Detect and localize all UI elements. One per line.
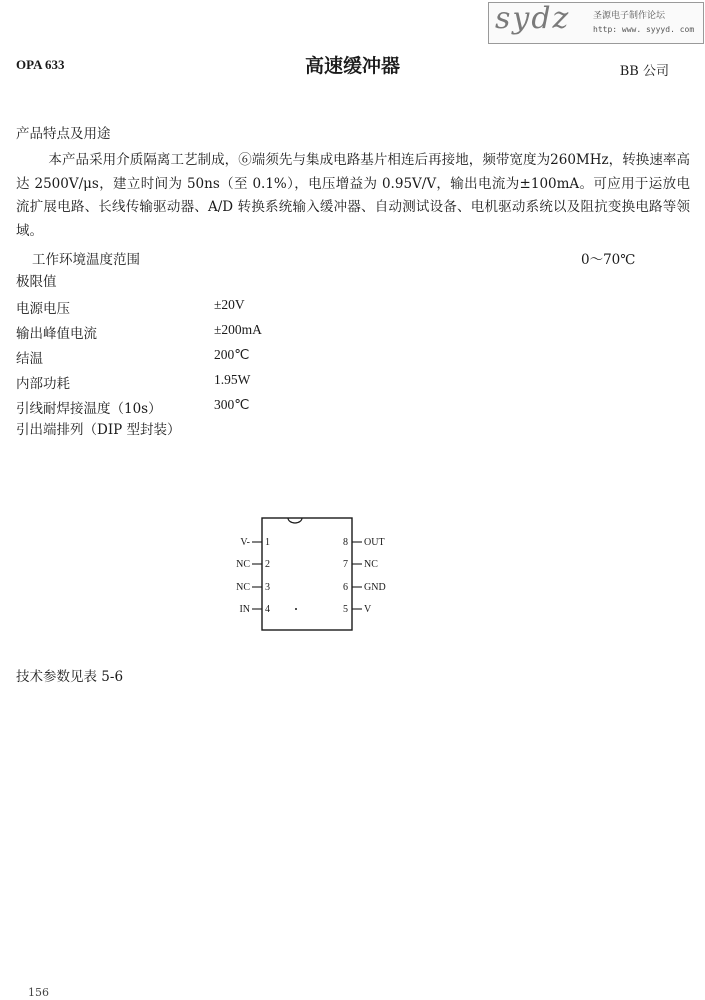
limit-value: ±20V <box>214 297 245 312</box>
watermark <box>488 2 704 44</box>
limit-label: 引线耐焊接温度（10s） <box>16 401 162 417</box>
pin-number: 1 <box>265 537 270 548</box>
watermark-url: http: www. syyyd. com <box>593 25 695 34</box>
pin-number: 5 <box>343 604 348 615</box>
features-paragraph: 本产品采用介质隔离工艺制成，⑥端须先与集成电路基片相连后再接地，频带宽度为260MHz，转换速率高达 2500V/μs，建立时间为 50ns（至 0.1%），电压增益为 0.95V/V，输出电流为±100mA。可应用于运放电流扩展电路、长线传输驱动器、A/D 转换系统输入缓冲器、自动测试设备、电机驱动系统以及阻抗变换电路等领域。 <box>16 152 690 239</box>
page-title: 高速缓冲器 <box>304 55 400 77</box>
pin-number: 3 <box>265 582 270 593</box>
limit-label: 电源电压 <box>16 301 70 317</box>
limits-heading: 极限值 <box>16 274 57 290</box>
pin-name: GND <box>364 582 386 593</box>
pinout-heading: 引出端排列（DIP 型封装） <box>16 422 181 438</box>
pin-number: 6 <box>343 582 348 593</box>
pin-number: 2 <box>265 559 270 570</box>
pin-number: 4 <box>265 604 270 615</box>
limit-label: 内部功耗 <box>16 376 70 392</box>
pin-number: 8 <box>343 537 348 548</box>
pin-name: NC <box>364 559 378 570</box>
watermark-name: 圣源电子制作论坛 <box>593 11 666 21</box>
limit-value: 300℃ <box>214 397 250 412</box>
pin-name: NC <box>236 582 250 593</box>
pin-name: OUT <box>364 537 385 548</box>
pin-name: V <box>364 604 372 615</box>
limit-label: 结温 <box>16 351 43 367</box>
pin-name: NC <box>236 559 250 570</box>
chip-dot <box>295 608 297 610</box>
pin-number: 7 <box>343 559 348 570</box>
chip-notch <box>288 518 302 523</box>
env-temp-value: 0～70℃ <box>581 252 636 268</box>
watermark-logo: sydz <box>495 1 571 36</box>
limit-value: 200℃ <box>214 347 250 362</box>
pin-name: IN <box>239 604 250 615</box>
chip-body <box>262 518 352 630</box>
limit-value: 1.95W <box>214 372 251 387</box>
pin-name: V- <box>240 537 250 548</box>
features-heading: 产品特点及用途 <box>16 126 111 142</box>
env-temp-label: 工作环境温度范围 <box>32 252 140 268</box>
limit-value: ±200mA <box>214 322 262 337</box>
reference-note: 技术参数见表 5-6 <box>16 669 124 685</box>
page-number: 156 <box>28 986 49 999</box>
dip-package-diagram <box>226 512 386 642</box>
manufacturer: BB 公司 <box>619 64 669 79</box>
model-number: OPA 633 <box>16 57 65 72</box>
limit-label: 输出峰值电流 <box>16 326 97 342</box>
